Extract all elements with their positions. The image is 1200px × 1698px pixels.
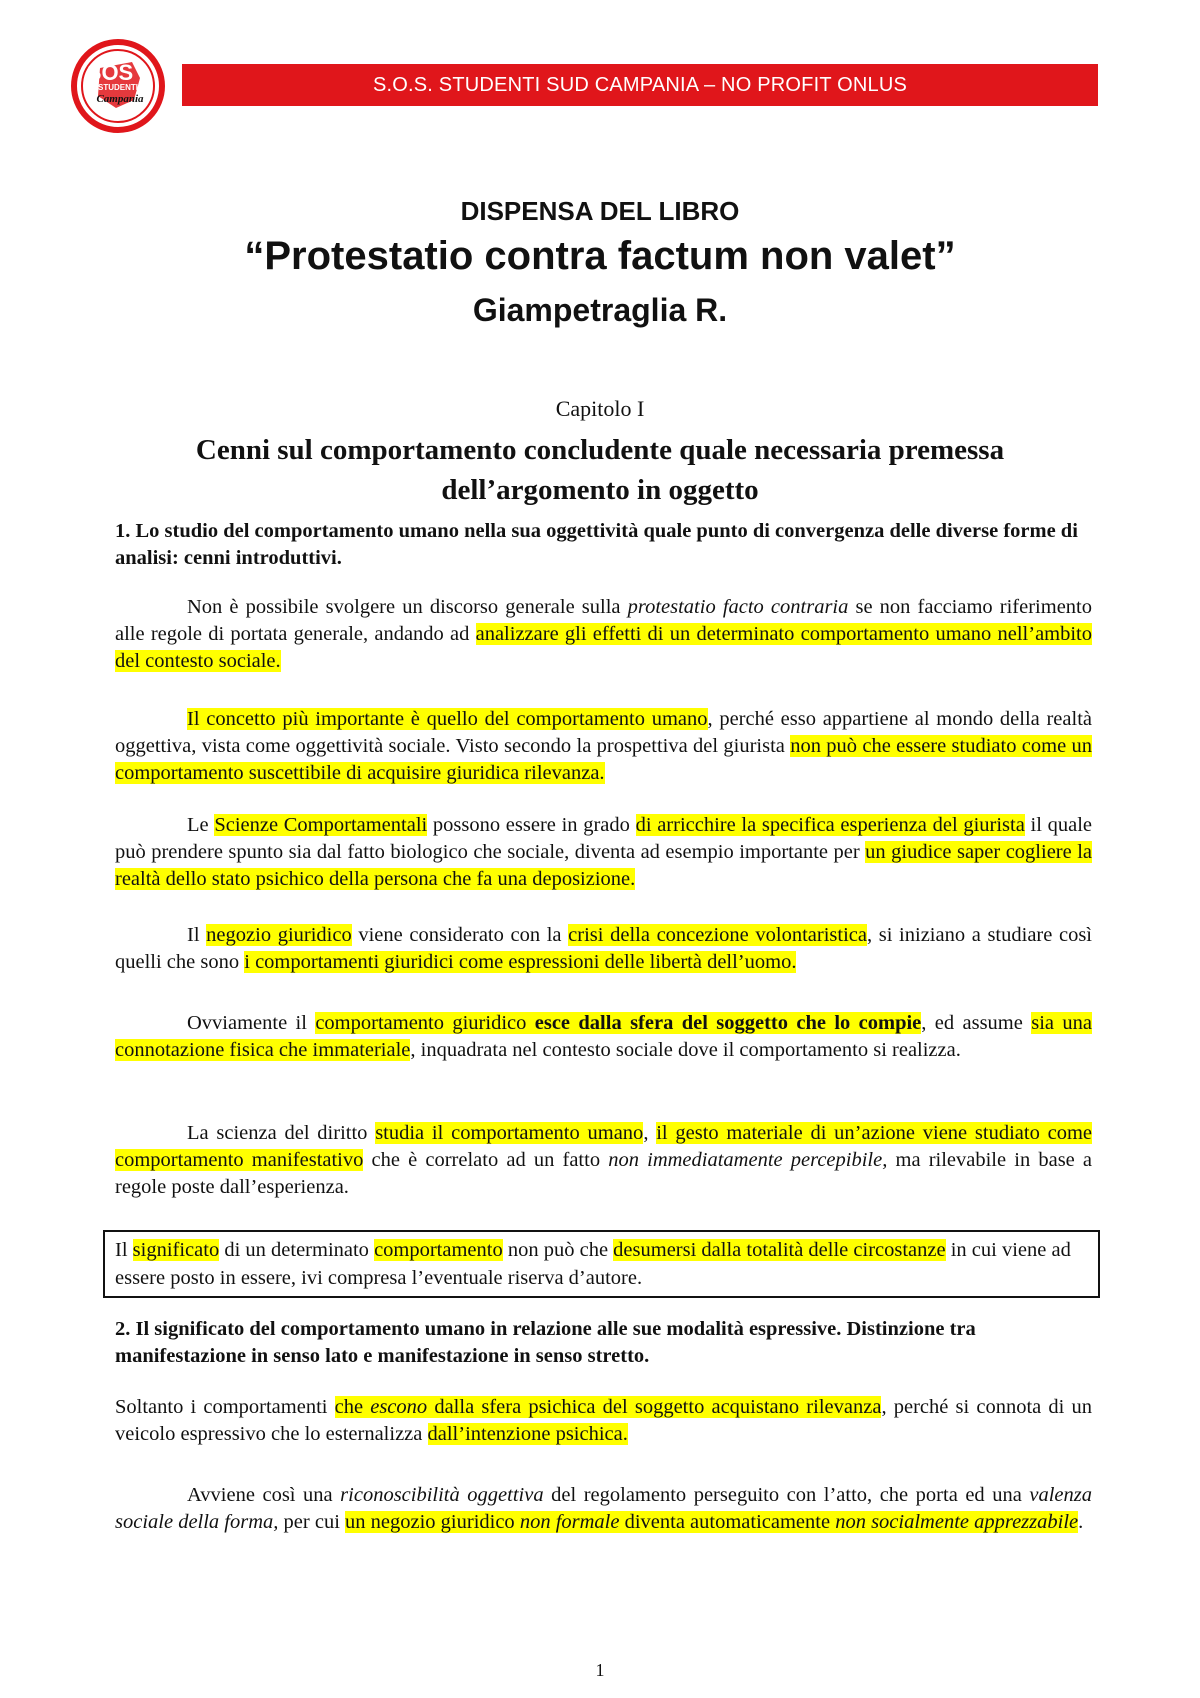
logo-campania-text: Campania (96, 93, 144, 105)
section1-paragraph-2 (115, 706, 1092, 787)
highlight-run: dalla sfera psichica del soggetto acquistano rilevanza (427, 1396, 882, 1418)
highlight-run: dall’intenzione psichica. (427, 1423, 628, 1445)
key-concept-box (103, 1230, 1100, 1298)
doc-kicker: DISPENSA DEL LIBRO (460, 196, 740, 226)
text-run: , si iniziano a studiare così quelli che sono (115, 924, 1093, 973)
highlight-run: studia il comportamento umano (375, 1122, 644, 1144)
doc-author: Giampetraglia R. (472, 292, 728, 328)
italic-highlight-run: escono (370, 1396, 428, 1418)
highlight-run: i comportamenti giuridici come espressioni delle libertà dell’uomo. (244, 951, 797, 973)
highlight-run: un giudice saper cogliere la realtà dello stato psichico della persona che fa una deposizione. (115, 841, 1092, 890)
italic-run: protestatio facto contraria (627, 596, 849, 618)
italic-run: riconoscibilità oggettiva (340, 1484, 544, 1506)
highlight-run: il gesto materiale di un’azione viene studiato come comportamento manifestativo (115, 1122, 1093, 1171)
chapter-title-line2: dell’argomento in oggetto (441, 474, 759, 506)
text-run: viene considerato con la (351, 924, 569, 946)
highlight-run: di arricchire la specifica esperienza del giurista (635, 814, 1025, 836)
text-run: possono essere in grado (427, 814, 636, 836)
chapter-title (0, 430, 1200, 510)
page-number: 1 (595, 1660, 605, 1680)
text-run: , (643, 1122, 657, 1144)
text-run: Le (187, 814, 215, 836)
logo-onlus-text: onlus (128, 106, 144, 112)
text-run: , ed assume (921, 1012, 1032, 1034)
header-banner: S.O.S. STUDENTI SUD CAMPANIA – NO PROFIT ONLUS (182, 64, 1098, 106)
highlight-run: analizzare gli effetti di un determinato comportamento umano nell’ambito del contesto sociale. (115, 623, 1092, 672)
text-run: di un determinato (219, 1239, 375, 1261)
text-run: . (1078, 1511, 1084, 1533)
text-run: non può che (502, 1239, 614, 1261)
text-run: ma rilevabile in base a regole poste dall’esperienza. (115, 1149, 1093, 1198)
italic-highlight-run: non formale (519, 1511, 620, 1533)
highlight-run: significato (132, 1239, 220, 1261)
text-run: che è correlato ad un fatto (363, 1149, 609, 1171)
text-run: , perché esso appartiene al mondo della realtà oggettiva, vista come oggettività sociale. Visto secondo la prospettiva del giurista (115, 708, 1092, 757)
section2-title: 2. Il significato del comportamento umano in relazione alle sue modalità espressive. Distinzione tra manifestazione in senso lato e manifestazione in senso stretto. (115, 1318, 976, 1367)
doc-title: “Protestatio contra factum non valet” (244, 234, 956, 278)
text-run: Il (187, 924, 207, 946)
highlight-run: comportamento (374, 1239, 503, 1261)
section1-paragraph-6 (115, 1120, 1092, 1201)
text-run: Ovviamente il (187, 1012, 316, 1034)
chapter-label: Capitolo I (555, 396, 645, 421)
text-run: Avviene così una (187, 1484, 341, 1506)
section1-title: 1. Lo studio del comportamento umano nella sua oggettività quale punto di convergenza delle diverse forme di analisi: cenni introduttivi. (115, 520, 1078, 569)
section1-paragraph-5 (115, 1010, 1092, 1064)
highlight-run: diventa automaticamente (619, 1511, 836, 1533)
text-run: il quale può prendere spunto sia dal fatto biologico che sociale, diventa ad esempio importante per (115, 814, 1092, 863)
text-run: se non facciamo riferimento alle regole di portata generale, andando ad (115, 596, 1092, 645)
bold-highlight-run: esce dalla sfera del soggetto che lo compie (534, 1012, 922, 1034)
section1-paragraph-4 (115, 922, 1092, 976)
highlight-run: un negozio giuridico (345, 1511, 520, 1533)
section2-paragraph-2 (115, 1482, 1092, 1536)
text-run: , perché si connota di un veicolo espressivo che lo esternalizza (115, 1396, 1093, 1445)
italic-run: valenza sociale della forma, (115, 1484, 1092, 1533)
highlight-run: Scienze Comportamentali (214, 814, 428, 836)
text-run: La scienza del diritto (187, 1122, 376, 1144)
highlight-run: crisi della concezione volontaristica (568, 924, 867, 946)
section1-paragraph-3 (115, 812, 1092, 893)
sos-logo (70, 38, 166, 134)
highlight-run: sia una connotazione fisica che immateriale (115, 1012, 1092, 1061)
text-run: per cui (278, 1511, 346, 1533)
text-run: Soltanto i comportamenti (115, 1396, 335, 1418)
highlight-run: desumersi dalla totalità delle circostanze (613, 1239, 946, 1261)
text-run: in cui viene ad essere posto in essere, ivi compresa l’eventuale riserva d’autore. (115, 1239, 1071, 1289)
chapter-title-line1: Cenni sul comportamento concludente quale necessaria premessa (195, 434, 1005, 466)
text-run: Il (115, 1239, 133, 1261)
highlight-run: non può che essere studiato come un comportamento suscettibile di acquisire giuridica rilevanza. (115, 735, 1092, 784)
logo-sos-text: SOS (86, 60, 134, 85)
text-run: , inquadrata nel contesto sociale dove il comportamento si realizza. (410, 1039, 961, 1061)
italic-highlight-run: non socialmente apprezzabile (835, 1511, 1079, 1533)
logo-studenti-text: STUDENTI (98, 83, 138, 92)
highlight-run: Il concetto più importante è quello del comportamento umano (187, 708, 708, 730)
highlight-run: negozio giuridico (206, 924, 352, 946)
text-run: Non è possibile svolgere un discorso generale sulla (187, 596, 628, 618)
highlight-run: che (334, 1396, 371, 1418)
section1-paragraph-1 (115, 594, 1092, 675)
text-run: del regolamento perseguito con l’atto, che porta ed una (543, 1484, 1030, 1506)
highlight-run: comportamento giuridico (315, 1012, 535, 1034)
section2-paragraph-1 (115, 1394, 1092, 1448)
italic-run: non immediatamente percepibile, (608, 1149, 888, 1171)
